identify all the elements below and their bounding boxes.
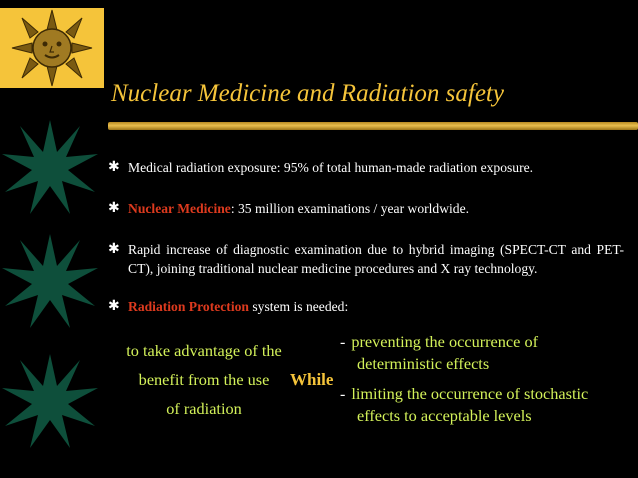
goal-line: preventing the occurrence of bbox=[351, 332, 539, 351]
asterisk-bullet-icon: ✱ bbox=[108, 299, 120, 314]
bullet-text: : 35 million examinations / year worldwide. bbox=[230, 201, 470, 216]
dash-mark: - bbox=[340, 334, 346, 351]
goal-item bbox=[340, 383, 625, 426]
bullet-item bbox=[104, 297, 624, 316]
title-divider bbox=[108, 122, 638, 130]
benefit-phrase bbox=[104, 340, 304, 427]
bullet-text: system is needed: bbox=[248, 299, 349, 314]
goal-line: deterministic effects bbox=[357, 354, 490, 373]
asterisk-bullet-icon: ✱ bbox=[108, 201, 120, 216]
goal-item bbox=[340, 331, 625, 374]
connector-word: While bbox=[290, 370, 334, 389]
benefit-line: of radiation bbox=[166, 399, 242, 418]
bullet-text: Medical radiation exposure: 95% of total human-made radiation exposure. bbox=[128, 160, 534, 175]
starburst-icon bbox=[0, 118, 100, 218]
dash-mark: - bbox=[340, 386, 346, 403]
starburst-icon bbox=[0, 232, 100, 332]
bullet-list bbox=[104, 158, 624, 316]
bullet-highlight: Nuclear Medicine bbox=[128, 201, 231, 216]
benefit-line: to take advantage of the bbox=[126, 341, 282, 360]
asterisk-bullet-icon: ✱ bbox=[108, 242, 120, 257]
bullet-text: Rapid increase of diagnostic examination due to hybrid imaging (SPECT-CT and PET-CT), joining traditional nuclear medicine procedures and X ray technology. bbox=[128, 242, 624, 276]
bullet-item bbox=[104, 158, 624, 177]
starburst-icon bbox=[0, 352, 100, 452]
bullet-item bbox=[104, 240, 624, 278]
goal-line: effects to acceptable levels bbox=[357, 406, 532, 425]
page-title: Nuclear Medicine and Radiation safety bbox=[111, 80, 504, 107]
bullet-highlight: Radiation Protection bbox=[128, 299, 249, 314]
asterisk-bullet-icon: ✱ bbox=[108, 160, 120, 175]
benefit-line: benefit from the use bbox=[138, 370, 270, 389]
bullet-item bbox=[104, 199, 624, 218]
sun-logo-icon bbox=[0, 8, 104, 88]
goal-line: limiting the occurrence of stochastic bbox=[351, 384, 589, 403]
